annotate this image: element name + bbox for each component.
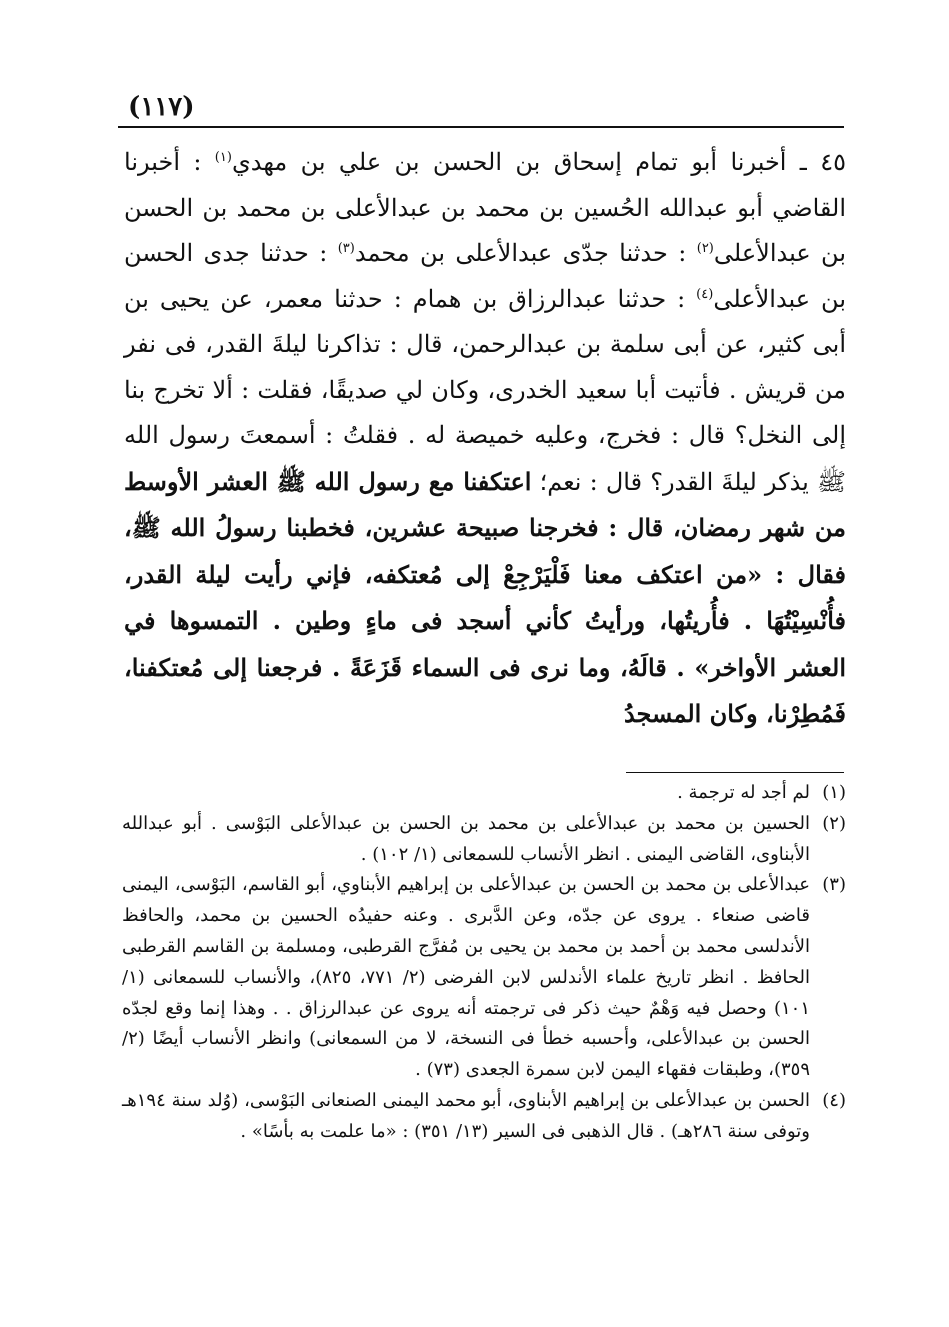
footnote-ref: (٤) [696,286,714,302]
footnote-text: الحسن بن عبدالأعلى بن إبراهيم الأبناوى، أبو محمد اليمنى الصنعانى البَوْسى، (وُلد سنة ١٩٤هـ وتوفى سنة ٢٨٦هـ) . قال الذهبى فى السير (١٣/ ٣٥١) : «ما علمت به بأسًا» . [122,1089,810,1142]
footnote-ref: (٢) [696,241,714,256]
body-segment: : حدثنا عبدالرزاق بن همام : حدثنا معمر، عن يحيى بن أبى كثير، عن أبى سلمة بن عبدالرحمن، قال : تذاكرنا ليلةَ القدر، فى نفر من قريش . فأتيت أبا سعيد الخدرى، وكان لي صديقًا، فقلت : ألا تخرج بنا إلى النخل؟ قال : فخرج، وعليه خميصة له . فقلتُ : أسمعتَ رسول الله ﷺ يذكر ليلةَ القدر؟ قال : نعم؛ [124,284,847,496]
footnote-number: (٤) [822,1089,846,1111]
footnote-number: (٢) [822,812,846,834]
body-segment: : حدثنا جدى الحسن بن عبدالأعلى [124,239,846,313]
body-segment: : أخبرنا القاضي أبو عبدالله الحُسين بن محمد بن عبدالأعلى بن محمد بن الحسن بن عبدالأعلى [124,148,847,267]
footnote-text: عبدالأعلى بن محمد بن الحسن بن عبدالأعلى بن إبراهيم الأبناوي، أبو القاسم، البَوْسى، اليمنى قاضى صنعاء . يروى عن جدّه، وعن الدَّبرى . وعنه حفيدُه الحسين بن محمد، والحافظ الأندلسى محمد بن أحمد بن محمد بن يحيى بن مُفرَّج القرطبى، ومسلمة بن القاسم القرطبى الحافظ . انظر تاريخ علماء الأندلس لابن الفرضى (٢/ ٧٧١، ٨٢٥)، والأنساب للسمعانى (١/ ١٠١) وحصل فيه وَهْمٌ حيث ذكر فى ترجمته أنه يروى عن عبدالرزاق . . وهذا إنما وقع لجدّه الحسن بن عبدالأعلى، وأحسبه خطأ فى النسخة، لا من السمعانى) وانظر الأنساب أيضًا (٢/ ٣٥٩)، وطبقات فقهاء اليمن لابن سمرة الجعدى (٧٣) . [122,874,810,1081]
body-segment: : حدثنا جدّى عبدالأعلى بن محمد [354,239,697,267]
footnote-ref: (٣) [337,241,355,256]
footnote-separator [626,772,844,773]
footnote-text: الحسين بن محمد بن عبدالأعلى بن محمد بن الحسن بن عبدالأعلى البَوْسى . أبو عبدالله الأبناوى، القاضى اليمنى . انظر الأنساب للسمعانى (١/ ١٠٢) . [122,812,810,865]
footnotes [122,778,846,1148]
header-rule [118,126,844,128]
footnote-ref: (١) [214,150,232,165]
body-segment: ٤٥ ـ أخبرنا أبو تمام إسحاق بن الحسن بن علي بن مهدي [231,148,846,176]
body-segment-bold: اعتكفنا مع رسول الله ﷺ العشر الأوسط من شهر رمضان، قال : فخرجنا صبيحة عشرين، فخطبنا رسولُ الله ﷺ، فقال : «من اعتكف معنا فَلْيَرْجِعْ إلى مُعتكفه، فإني رأيت ليلة القدر، فأُنْسِيْتُهَا . فأُريتُها، ورأيتُ كأني أسجد فى ماءٍ وطين . التمسوها في العشر الأواخر» . قالَهُ، وما نرى فى السماء قَزَعَةً . فرجعنا إلى مُعتكفنا، فَمُطِرْنا، وكان المسجدُ [124,466,847,728]
footnote-1 [122,778,846,809]
footnote-2 [122,809,846,871]
footnote-number: (١) [822,782,846,803]
footnote-4 [122,1086,846,1148]
page-number: (١١٧) [128,92,195,122]
footnote-3 [122,870,846,1086]
footnote-text: لم أجد له ترجمة . [677,782,810,803]
hadith-text [124,140,846,738]
footnote-number: (٣) [822,874,846,896]
